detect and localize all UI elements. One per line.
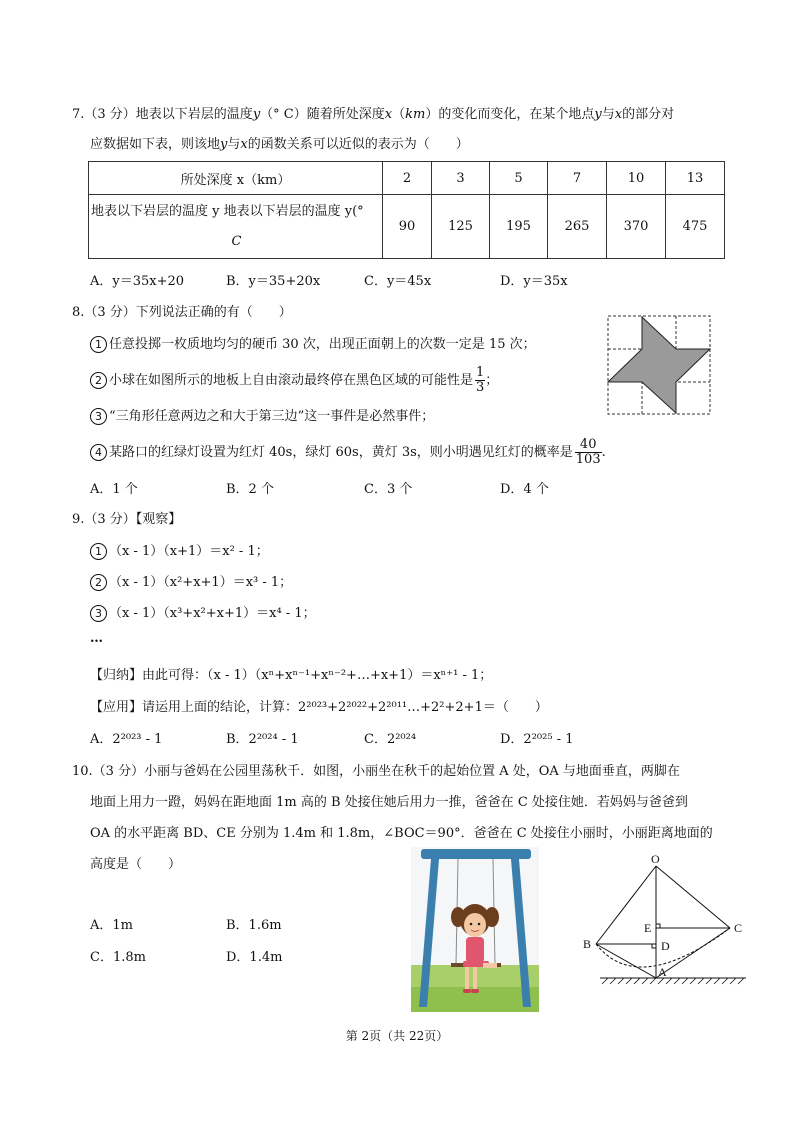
table-cell: 370 [607,195,666,259]
table-header-label: 所处深度 x（km） [89,162,383,195]
q7-line1: 7.（3 分）地表以下岩层的温度y（° C）随着所处深度x（km）的变化而变化，在某个地点y与x的部分对 [72,107,675,122]
table-cell: 13 [666,162,725,195]
q8-option-a[interactable]: A．1 个 [90,482,138,497]
q9-observation-2: 2 （x - 1）（x²+x+1）＝x³ - 1； [90,571,292,591]
q10-line1: 10.（3 分）小丽与爸妈在公园里荡秋千．如图，小丽坐在秋千的起始位置 A 处，OA 与地面垂直，两脚在 [72,764,680,779]
q7-option-a[interactable]: A．y＝35x+20 [90,274,185,289]
table-cell: 195 [490,195,548,259]
table-cell: 5 [490,162,548,195]
table-cell: 10 [607,162,666,195]
table-cell: 7 [548,162,607,195]
q9-ellipsis: … [90,631,103,646]
q9-option-a[interactable]: A．2²⁰²³ - 1 [90,732,163,747]
table-cell: 2 [383,162,432,195]
label-b: B [583,937,592,951]
table-cell: 3 [432,162,490,195]
q7-option-b[interactable]: B．y＝35+20x [226,274,321,289]
table-cell: 265 [548,195,607,259]
q8-statement-4: 4 某路口的红绿灯设置为红灯 40s，绿灯 60s，黄灯 3s，则小明遇见红灯的概率是 $\frac{40}{103}$ . [90,438,606,467]
q7-line2: 应数据如下表，则该地y与x的函数关系可以近似的表示为（ ） [90,137,469,152]
table-cell: 90 [383,195,432,259]
q9-title: 9.（3 分）【观察】 [72,512,182,527]
fraction: $\frac{40}{103}$ [575,437,601,467]
q8-statement-3: 3 “三角形任意两边之和大于第三边”这一事件是必然事件； [90,405,434,425]
q10-option-a[interactable]: A．1m [90,918,133,933]
label-c: C [734,921,743,935]
q8-statement-2: 2 小球在如图所示的地板上自由滚动最终停在黑色区域的可能性是 $\frac{1}{3}$ ； [90,366,498,395]
q9-application: 【应用】请运用上面的结论，计算：2²⁰²³+2²⁰²²+2²⁰¹¹…+2²+2+1＝（ ） [90,700,548,715]
fraction: $\frac{1}{3}$ [476,365,485,395]
circled-number: 2 [90,574,107,591]
q8-statement-1: 1 任意投掷一枚质地均匀的硬币 30 次，出现正面朝上的次数一定是 15 次； [90,333,536,353]
swing-girl-illustration [411,847,539,1012]
circled-number: 2 [90,372,107,389]
q9-option-b[interactable]: B．2²⁰²⁴ - 1 [226,732,299,747]
q10-option-d[interactable]: D．1.4m [226,950,283,965]
table-cell: 125 [432,195,490,259]
q7-option-c[interactable]: C．y＝45x [364,274,432,289]
label-o: O [651,852,660,866]
circled-number: 1 [90,336,107,353]
q10-line2: 地面上用力一蹬，妈妈在距地面 1m 高的 B 处接住她后用力一推，爸爸在 C 处接住她．若妈妈与爸爸到 [90,795,688,810]
q9-option-d[interactable]: D．2²⁰²⁵ - 1 [500,732,574,747]
q8-option-d[interactable]: D．4 个 [500,482,549,497]
q8-title: 8.（3 分）下列说法正确的有（ ） [72,305,292,320]
table-cell: 475 [666,195,725,259]
circled-number: 3 [90,408,107,425]
q9-observation-3: 3 （x - 1）（x³+x²+x+1）＝x⁴ - 1； [90,602,316,622]
q7-data-table [88,161,725,259]
q10-option-b[interactable]: B．1.6m [226,918,282,933]
q8-option-b[interactable]: B．2 个 [226,482,274,497]
q9-option-c[interactable]: C．2²⁰²⁴ [364,732,417,747]
page-footer: 第 2页（共 22页） [345,1029,449,1043]
table-row-label: 地表以下岩层的温度 y 地表以下岩层的温度 y(° C [89,195,383,259]
q9-induction: 【归纳】由此可得：（x - 1）（xⁿ+xⁿ⁻¹+xⁿ⁻²+…+x+1）＝xⁿ⁺¹ - 1； [90,668,493,683]
floor-grid-figure [607,315,711,415]
q10-line3: OA 的水平距离 BD、CE 分别为 1.4m 和 1.8m，∠BOC＝90°．爸爸在 C 处接住小丽时，小丽距离地面的 [90,826,713,841]
swing-geometry-diagram [578,852,778,994]
label-e: E [644,921,652,935]
label-d: D [661,939,670,953]
q8-option-c[interactable]: C．3 个 [364,482,413,497]
q7-option-d[interactable]: D．y＝35x [500,274,568,289]
circled-number: 4 [90,444,107,461]
q9-observation-1: 1 （x - 1）（x+1）＝x² - 1； [90,540,269,560]
q10-line4: 高度是（ ） [90,857,182,872]
circled-number: 1 [90,543,107,560]
circled-number: 3 [90,605,107,622]
label-a: A [658,965,667,979]
q10-option-c[interactable]: C．1.8m [90,950,146,965]
